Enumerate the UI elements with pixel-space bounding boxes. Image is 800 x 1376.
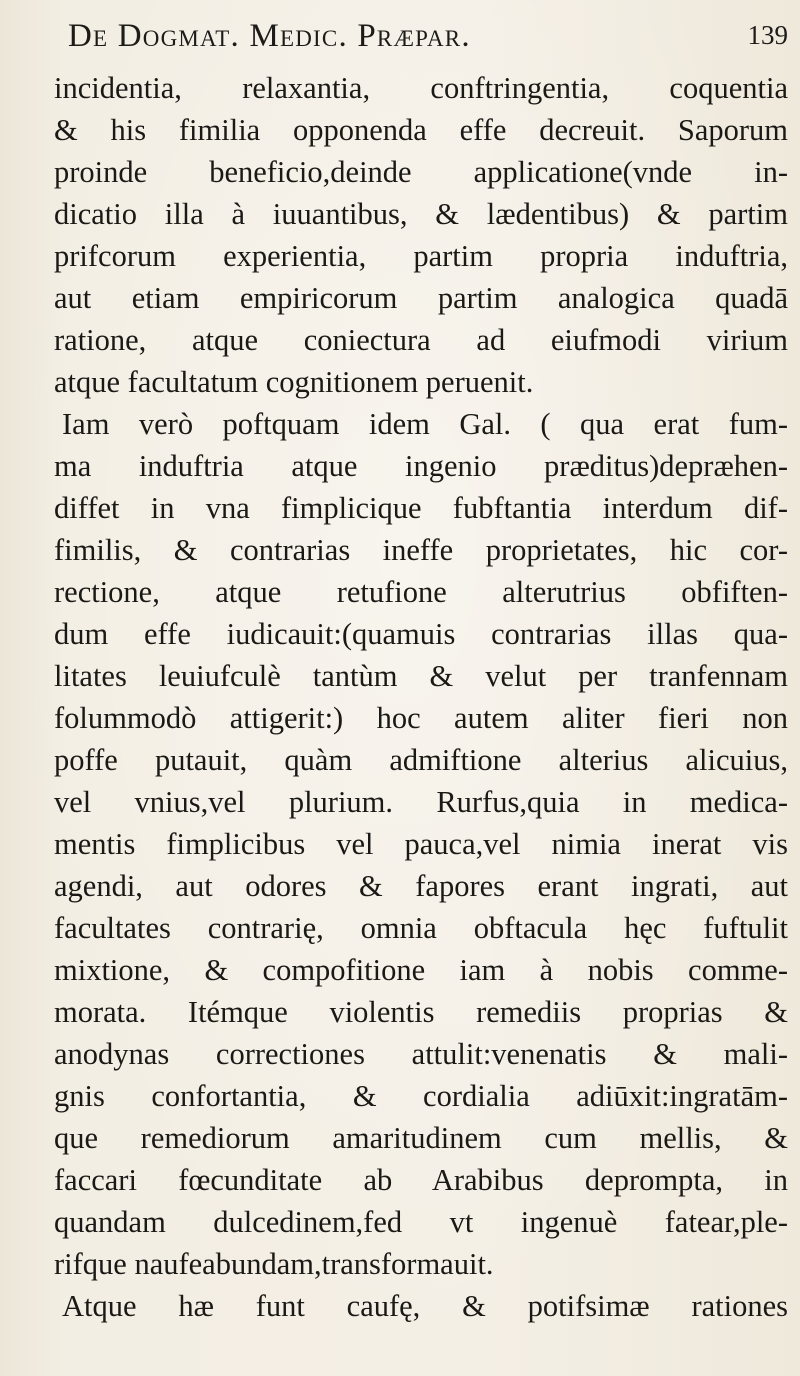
text-line: proinde beneficio,deinde applicatione(vnde in- [54,155,788,189]
text-line: & his fimilia opponenda effe decreuit. Saporum [54,113,788,147]
running-title: De Dogmat. Medic. Præpar. [68,18,471,54]
text-line: anodynas correctiones attulit:venenatis & mali- [54,1037,788,1071]
text-line: faccari fœcunditate ab Arabibus deprompta, in [54,1163,788,1197]
text-line: facultates contrarię, omnia obftacula hęc fuftulit [54,911,788,945]
text-line: aut etiam empiricorum partim analogica quadā [54,281,788,315]
text-line: mixtione, & compofitione iam à nobis comme- [54,953,788,987]
text-line: ratione, atque coniectura ad eiufmodi virium [54,323,788,357]
text-line: poffe putauit, quàm admiftione alterius alicuius, [54,743,788,777]
text-line: dicatio illa à iuuantibus, & lædentibus) & partim [54,197,788,231]
text-line: Iam verò poftquam idem Gal. ( qua erat fum- [62,407,788,441]
text-line: ma induftria atque ingenio præditus)depræhen- [54,449,788,483]
text-line: quandam dulcedinem,fed vt ingenuè fatear,ple- [54,1205,788,1239]
text-line: agendi, aut odores & fapores erant ingrati, aut [54,869,788,903]
text-line: litates leuiufculè tantùm & velut per tranfennam [54,659,788,693]
text-line: diffet in vna fimplicique fubftantia interdum dif- [54,491,788,525]
text-line: dum effe iudicauit:(quamuis contrarias illas qua- [54,617,788,651]
text-line: fimilis, & contrarias ineffe proprietates, hic cor- [54,533,788,567]
text-line: morata. Itémque violentis remediis proprias & [54,995,788,1029]
text-line: mentis fimplicibus vel pauca,vel nimia inerat vis [54,827,788,861]
text-line: folummodò attigerit:) hoc autem aliter fieri non [54,701,788,735]
text-line: rifque naufeabundam,transformauit. [54,1247,494,1281]
text-line: incidentia, relaxantia, conftringentia, coquentia [54,71,788,105]
text-line: prifcorum experientia, partim propria induftria, [54,239,788,273]
text-line: que remediorum amaritudinem cum mellis, & [54,1121,788,1155]
text-line: vel vnius,vel plurium. Rurfus,quia in medica- [54,785,788,819]
page-number: 139 [747,20,788,50]
running-head [68,18,788,62]
text-line: Atque hæ funt caufę, & potifsimæ rationes [62,1289,788,1323]
text-line: gnis confortantia, & cordialia adiūxit:ingratām- [54,1079,788,1113]
text-line: rectione, atque retufione alterutrius obfiften- [54,575,788,609]
text-line: atque facultatum cognitionem peruenit. [54,365,534,399]
